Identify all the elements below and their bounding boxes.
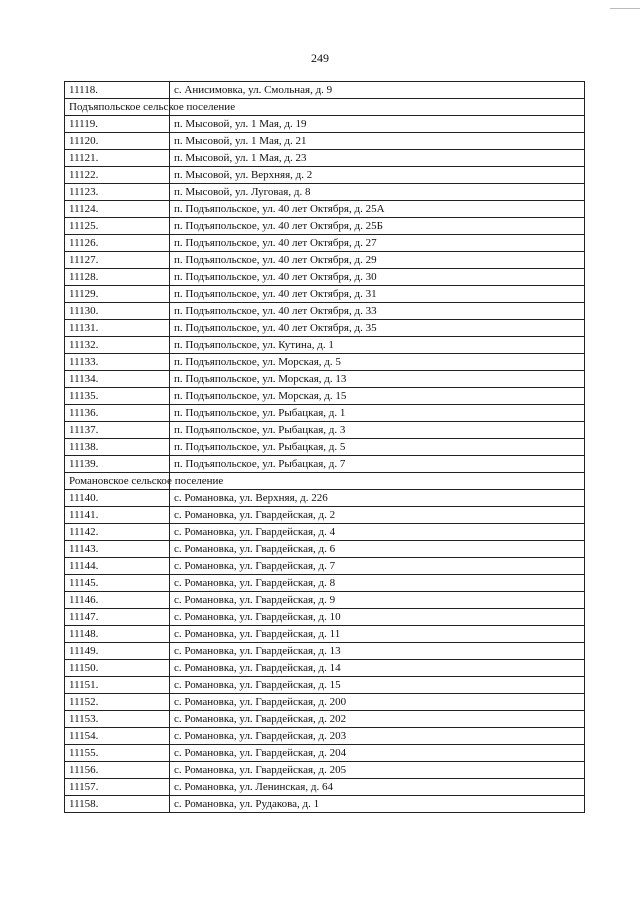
row-number: 11137. [65, 422, 170, 439]
row-number: 11120. [65, 133, 170, 150]
table-row [65, 422, 585, 439]
row-number: 11123. [65, 184, 170, 201]
row-number: 11121. [65, 150, 170, 167]
row-number: 11124. [65, 201, 170, 218]
section-name: Подъяпольское сельское поселение [65, 99, 170, 116]
section-header-row [65, 473, 585, 490]
row-number: 11152. [65, 694, 170, 711]
table-row [65, 150, 585, 167]
row-number: 11125. [65, 218, 170, 235]
row-number: 11158. [65, 796, 170, 813]
row-address: п. Подъяпольское, ул. Морская, д. 15 [170, 388, 585, 405]
table-row [65, 711, 585, 728]
row-address: п. Подъяпольское, ул. 40 лет Октября, д. 35 [170, 320, 585, 337]
section-name: Романовское сельское поселение [65, 473, 170, 490]
row-number: 11141. [65, 507, 170, 524]
row-address: с. Романовка, ул. Гвардейская, д. 13 [170, 643, 585, 660]
table-row [65, 133, 585, 150]
row-address: п. Подъяпольское, ул. Рыбацкая, д. 5 [170, 439, 585, 456]
row-number: 11150. [65, 660, 170, 677]
page-number: 249 [311, 51, 329, 65]
row-number: 11135. [65, 388, 170, 405]
table-row [65, 643, 585, 660]
row-number: 11133. [65, 354, 170, 371]
row-address: с. Романовка, ул. Гвардейская, д. 7 [170, 558, 585, 575]
row-number: 11151. [65, 677, 170, 694]
row-address: с. Романовка, ул. Гвардейская, д. 6 [170, 541, 585, 558]
row-number: 11138. [65, 439, 170, 456]
table-row [65, 592, 585, 609]
table-row [65, 116, 585, 133]
row-address: п. Подъяпольское, ул. 40 лет Октября, д. 25А [170, 201, 585, 218]
row-address: п. Подъяпольское, ул. Рыбацкая, д. 1 [170, 405, 585, 422]
row-number: 11146. [65, 592, 170, 609]
row-address: с. Романовка, ул. Гвардейская, д. 14 [170, 660, 585, 677]
row-address: с. Романовка, ул. Гвардейская, д. 204 [170, 745, 585, 762]
row-address: п. Подъяпольское, ул. Рыбацкая, д. 3 [170, 422, 585, 439]
table-row [65, 337, 585, 354]
row-number: 11143. [65, 541, 170, 558]
table-row [65, 235, 585, 252]
table-row [65, 507, 585, 524]
table-row [65, 728, 585, 745]
table-row [65, 184, 585, 201]
section-header-row [65, 99, 585, 116]
table-row [65, 558, 585, 575]
row-address: п. Подъяпольское, ул. Морская, д. 13 [170, 371, 585, 388]
address-table [64, 81, 585, 813]
row-address: п. Подъяпольское, ул. Кутина, д. 1 [170, 337, 585, 354]
row-number: 11148. [65, 626, 170, 643]
row-address: с. Романовка, ул. Гвардейская, д. 205 [170, 762, 585, 779]
table-row [65, 796, 585, 813]
table-row [65, 303, 585, 320]
row-number: 11127. [65, 252, 170, 269]
address-table-body [65, 82, 585, 813]
row-number: 11130. [65, 303, 170, 320]
row-number: 11118. [65, 82, 170, 99]
table-row [65, 609, 585, 626]
row-address: с. Романовка, ул. Гвардейская, д. 10 [170, 609, 585, 626]
row-number: 11129. [65, 286, 170, 303]
row-address: п. Подъяпольское, ул. 40 лет Октября, д. 27 [170, 235, 585, 252]
row-address: п. Мысовой, ул. 1 Мая, д. 23 [170, 150, 585, 167]
scan-corner-mark [610, 0, 640, 9]
row-address: п. Подъяпольское, ул. Рыбацкая, д. 7 [170, 456, 585, 473]
table-row [65, 660, 585, 677]
row-address: п. Подъяпольское, ул. 40 лет Октября, д. 33 [170, 303, 585, 320]
table-row [65, 541, 585, 558]
table-row [65, 524, 585, 541]
row-address: п. Подъяпольское, ул. 40 лет Октября, д. 31 [170, 286, 585, 303]
row-address: с. Романовка, ул. Гвардейская, д. 8 [170, 575, 585, 592]
row-number: 11128. [65, 269, 170, 286]
table-row [65, 490, 585, 507]
row-number: 11154. [65, 728, 170, 745]
table-row [65, 575, 585, 592]
table-row [65, 762, 585, 779]
row-address: с. Романовка, ул. Гвардейская, д. 202 [170, 711, 585, 728]
table-row [65, 218, 585, 235]
row-number: 11153. [65, 711, 170, 728]
row-address: с. Романовка, ул. Гвардейская, д. 200 [170, 694, 585, 711]
row-address: с. Романовка, ул. Гвардейская, д. 2 [170, 507, 585, 524]
row-address: с. Романовка, ул. Ленинская, д. 64 [170, 779, 585, 796]
row-address: п. Мысовой, ул. Верхняя, д. 2 [170, 167, 585, 184]
row-number: 11136. [65, 405, 170, 422]
row-number: 11157. [65, 779, 170, 796]
table-row [65, 82, 585, 99]
table-row [65, 252, 585, 269]
row-number: 11155. [65, 745, 170, 762]
row-address: с. Романовка, ул. Гвардейская, д. 203 [170, 728, 585, 745]
row-number: 11142. [65, 524, 170, 541]
table-row [65, 694, 585, 711]
row-number: 11131. [65, 320, 170, 337]
row-number: 11122. [65, 167, 170, 184]
table-row [65, 439, 585, 456]
row-number: 11156. [65, 762, 170, 779]
row-number: 11140. [65, 490, 170, 507]
row-address: п. Подъяпольское, ул. 40 лет Октября, д. 30 [170, 269, 585, 286]
row-number: 11145. [65, 575, 170, 592]
row-number: 11119. [65, 116, 170, 133]
section-empty-cell [170, 473, 585, 490]
table-row [65, 626, 585, 643]
row-number: 11134. [65, 371, 170, 388]
row-number: 11132. [65, 337, 170, 354]
table-row [65, 269, 585, 286]
row-address: п. Подъяпольское, ул. 40 лет Октября, д. 29 [170, 252, 585, 269]
table-row [65, 371, 585, 388]
table-row [65, 354, 585, 371]
row-address: с. Романовка, ул. Гвардейская, д. 15 [170, 677, 585, 694]
row-address: с. Романовка, ул. Рудакова, д. 1 [170, 796, 585, 813]
table-row [65, 405, 585, 422]
row-number: 11126. [65, 235, 170, 252]
table-row [65, 456, 585, 473]
row-address: с. Романовка, ул. Гвардейская, д. 9 [170, 592, 585, 609]
table-row [65, 388, 585, 405]
row-number: 11139. [65, 456, 170, 473]
table-row [65, 745, 585, 762]
table-row [65, 286, 585, 303]
table-row [65, 779, 585, 796]
row-address: п. Подъяпольское, ул. Морская, д. 5 [170, 354, 585, 371]
row-address: п. Подъяпольское, ул. 40 лет Октября, д. 25Б [170, 218, 585, 235]
row-address: с. Анисимовка, ул. Смольная, д. 9 [170, 82, 585, 99]
row-number: 11147. [65, 609, 170, 626]
table-row [65, 320, 585, 337]
row-address: с. Романовка, ул. Гвардейская, д. 11 [170, 626, 585, 643]
row-number: 11144. [65, 558, 170, 575]
row-address: п. Мысовой, ул. 1 Мая, д. 21 [170, 133, 585, 150]
row-number: 11149. [65, 643, 170, 660]
row-address: с. Романовка, ул. Верхняя, д. 226 [170, 490, 585, 507]
table-row [65, 677, 585, 694]
table-row [65, 167, 585, 184]
row-address: с. Романовка, ул. Гвардейская, д. 4 [170, 524, 585, 541]
row-address: п. Мысовой, ул. Луговая, д. 8 [170, 184, 585, 201]
table-row [65, 201, 585, 218]
row-address: п. Мысовой, ул. 1 Мая, д. 19 [170, 116, 585, 133]
